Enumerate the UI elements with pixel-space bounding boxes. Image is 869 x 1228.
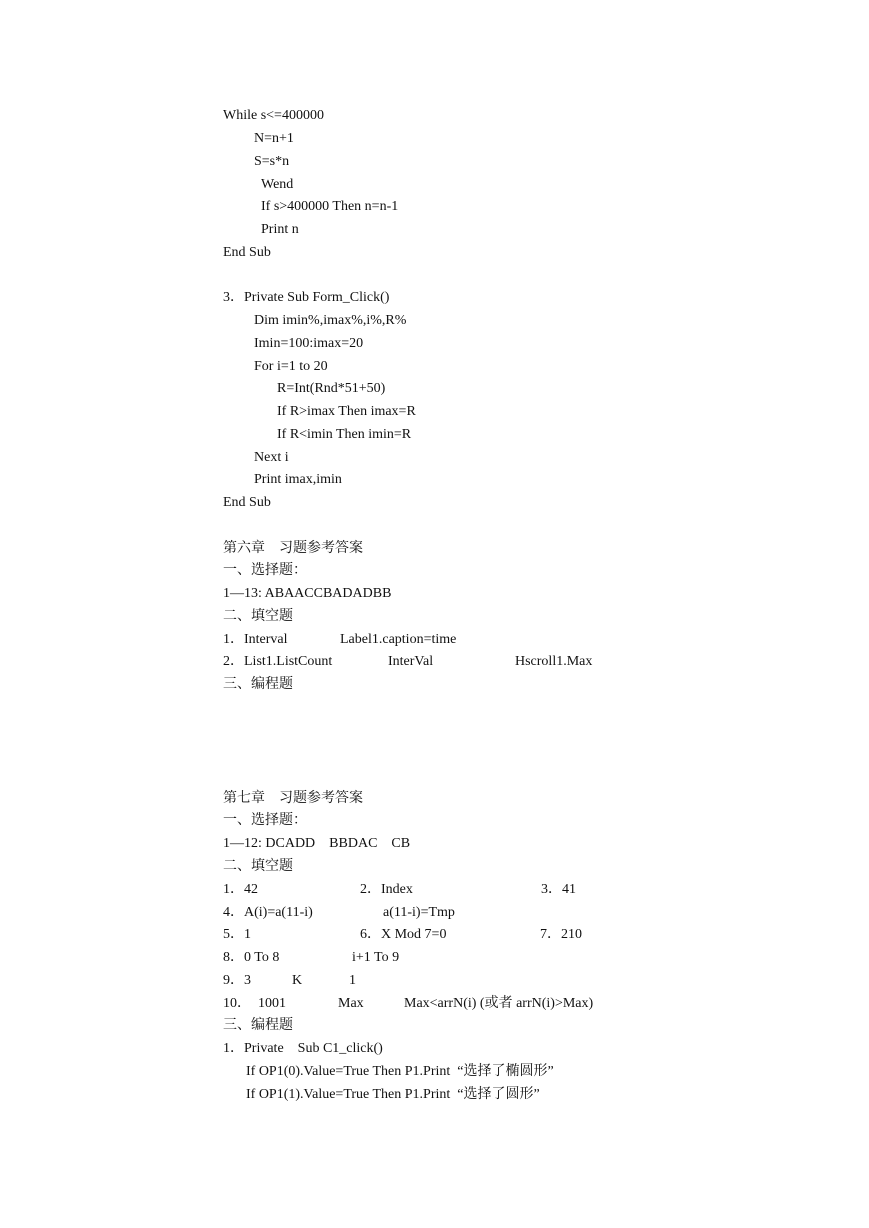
- code-line: Next i: [254, 450, 289, 465]
- answer-line: 1—13: ABAACCBADADBB: [223, 586, 392, 601]
- section-heading: 一、选择题：: [223, 813, 307, 828]
- answer-line: 2．List1.ListCount: [223, 654, 333, 669]
- answer-line: 1．42: [223, 882, 258, 897]
- code-line: 1．Private Sub C1_click(): [223, 1041, 383, 1056]
- code-line: While s<=400000: [223, 108, 324, 123]
- code-line: Dim imin%,imax%,i%,R%: [254, 313, 407, 328]
- code-line: S=s*n: [254, 154, 290, 169]
- code-line: If OP1(1).Value=True Then P1.Print “选择了圆形”: [246, 1087, 540, 1102]
- section-heading: 三、编程题: [223, 677, 293, 692]
- answer-line: Max<arrN(i) (或者 arrN(i)>Max): [404, 996, 594, 1011]
- section-heading: 三、编程题: [223, 1018, 293, 1033]
- code-line: Imin=100:imax=20: [254, 336, 364, 351]
- answer-line: 9．3: [223, 973, 251, 988]
- answer-line: 8．0 To 8: [223, 950, 280, 965]
- chapter-heading: 第七章 习题参考答案: [223, 791, 363, 806]
- code-line: Print n: [261, 222, 299, 237]
- code-line: If s>400000 Then n=n-1: [261, 199, 399, 214]
- answer-line: 1．Interval: [223, 632, 288, 647]
- answer-line: 7．210: [540, 927, 582, 942]
- code-line: If R>imax Then imax=R: [277, 404, 416, 419]
- code-line: End Sub: [223, 495, 271, 510]
- answer-line: i+1 To 9: [352, 950, 400, 965]
- section-heading: 二、填空题: [223, 859, 293, 874]
- chapter-heading: 第六章 习题参考答案: [223, 541, 363, 556]
- answer-line: 6．X Mod 7=0: [360, 927, 447, 942]
- code-line: If OP1(0).Value=True Then P1.Print “选择了椭圆形”: [246, 1064, 554, 1079]
- section-heading: 一、选择题：: [223, 563, 307, 578]
- answer-line: K: [292, 973, 303, 988]
- answer-line: Label1.caption=time: [340, 632, 457, 647]
- answer-line: 10． 1001: [223, 996, 286, 1011]
- code-line: N=n+1: [254, 131, 294, 146]
- code-line: Wend: [261, 177, 294, 192]
- answer-line: 1: [349, 973, 356, 988]
- answer-line: 1—12: DCADD BBDAC CB: [223, 836, 411, 851]
- answer-line: 2．Index: [360, 882, 413, 897]
- code-line: End Sub: [223, 245, 271, 260]
- answer-line: a(11-i)=Tmp: [383, 905, 455, 920]
- answer-line: Hscroll1.Max: [515, 654, 593, 669]
- answer-line: Max: [338, 996, 364, 1011]
- answer-line: InterVal: [388, 654, 434, 669]
- code-line: If R<imin Then imin=R: [277, 427, 412, 442]
- section-heading: 二、填空题: [223, 609, 293, 624]
- answer-line: 5．1: [223, 927, 251, 942]
- code-line: R=Int(Rnd*51+50): [277, 381, 386, 396]
- code-line: Print imax,imin: [254, 472, 342, 487]
- answer-line: 4．A(i)=a(11-i): [223, 905, 313, 920]
- code-line: For i=1 to 20: [254, 359, 328, 374]
- code-line: 3．Private Sub Form_Click(): [223, 290, 390, 305]
- answer-line: 3．41: [541, 882, 576, 897]
